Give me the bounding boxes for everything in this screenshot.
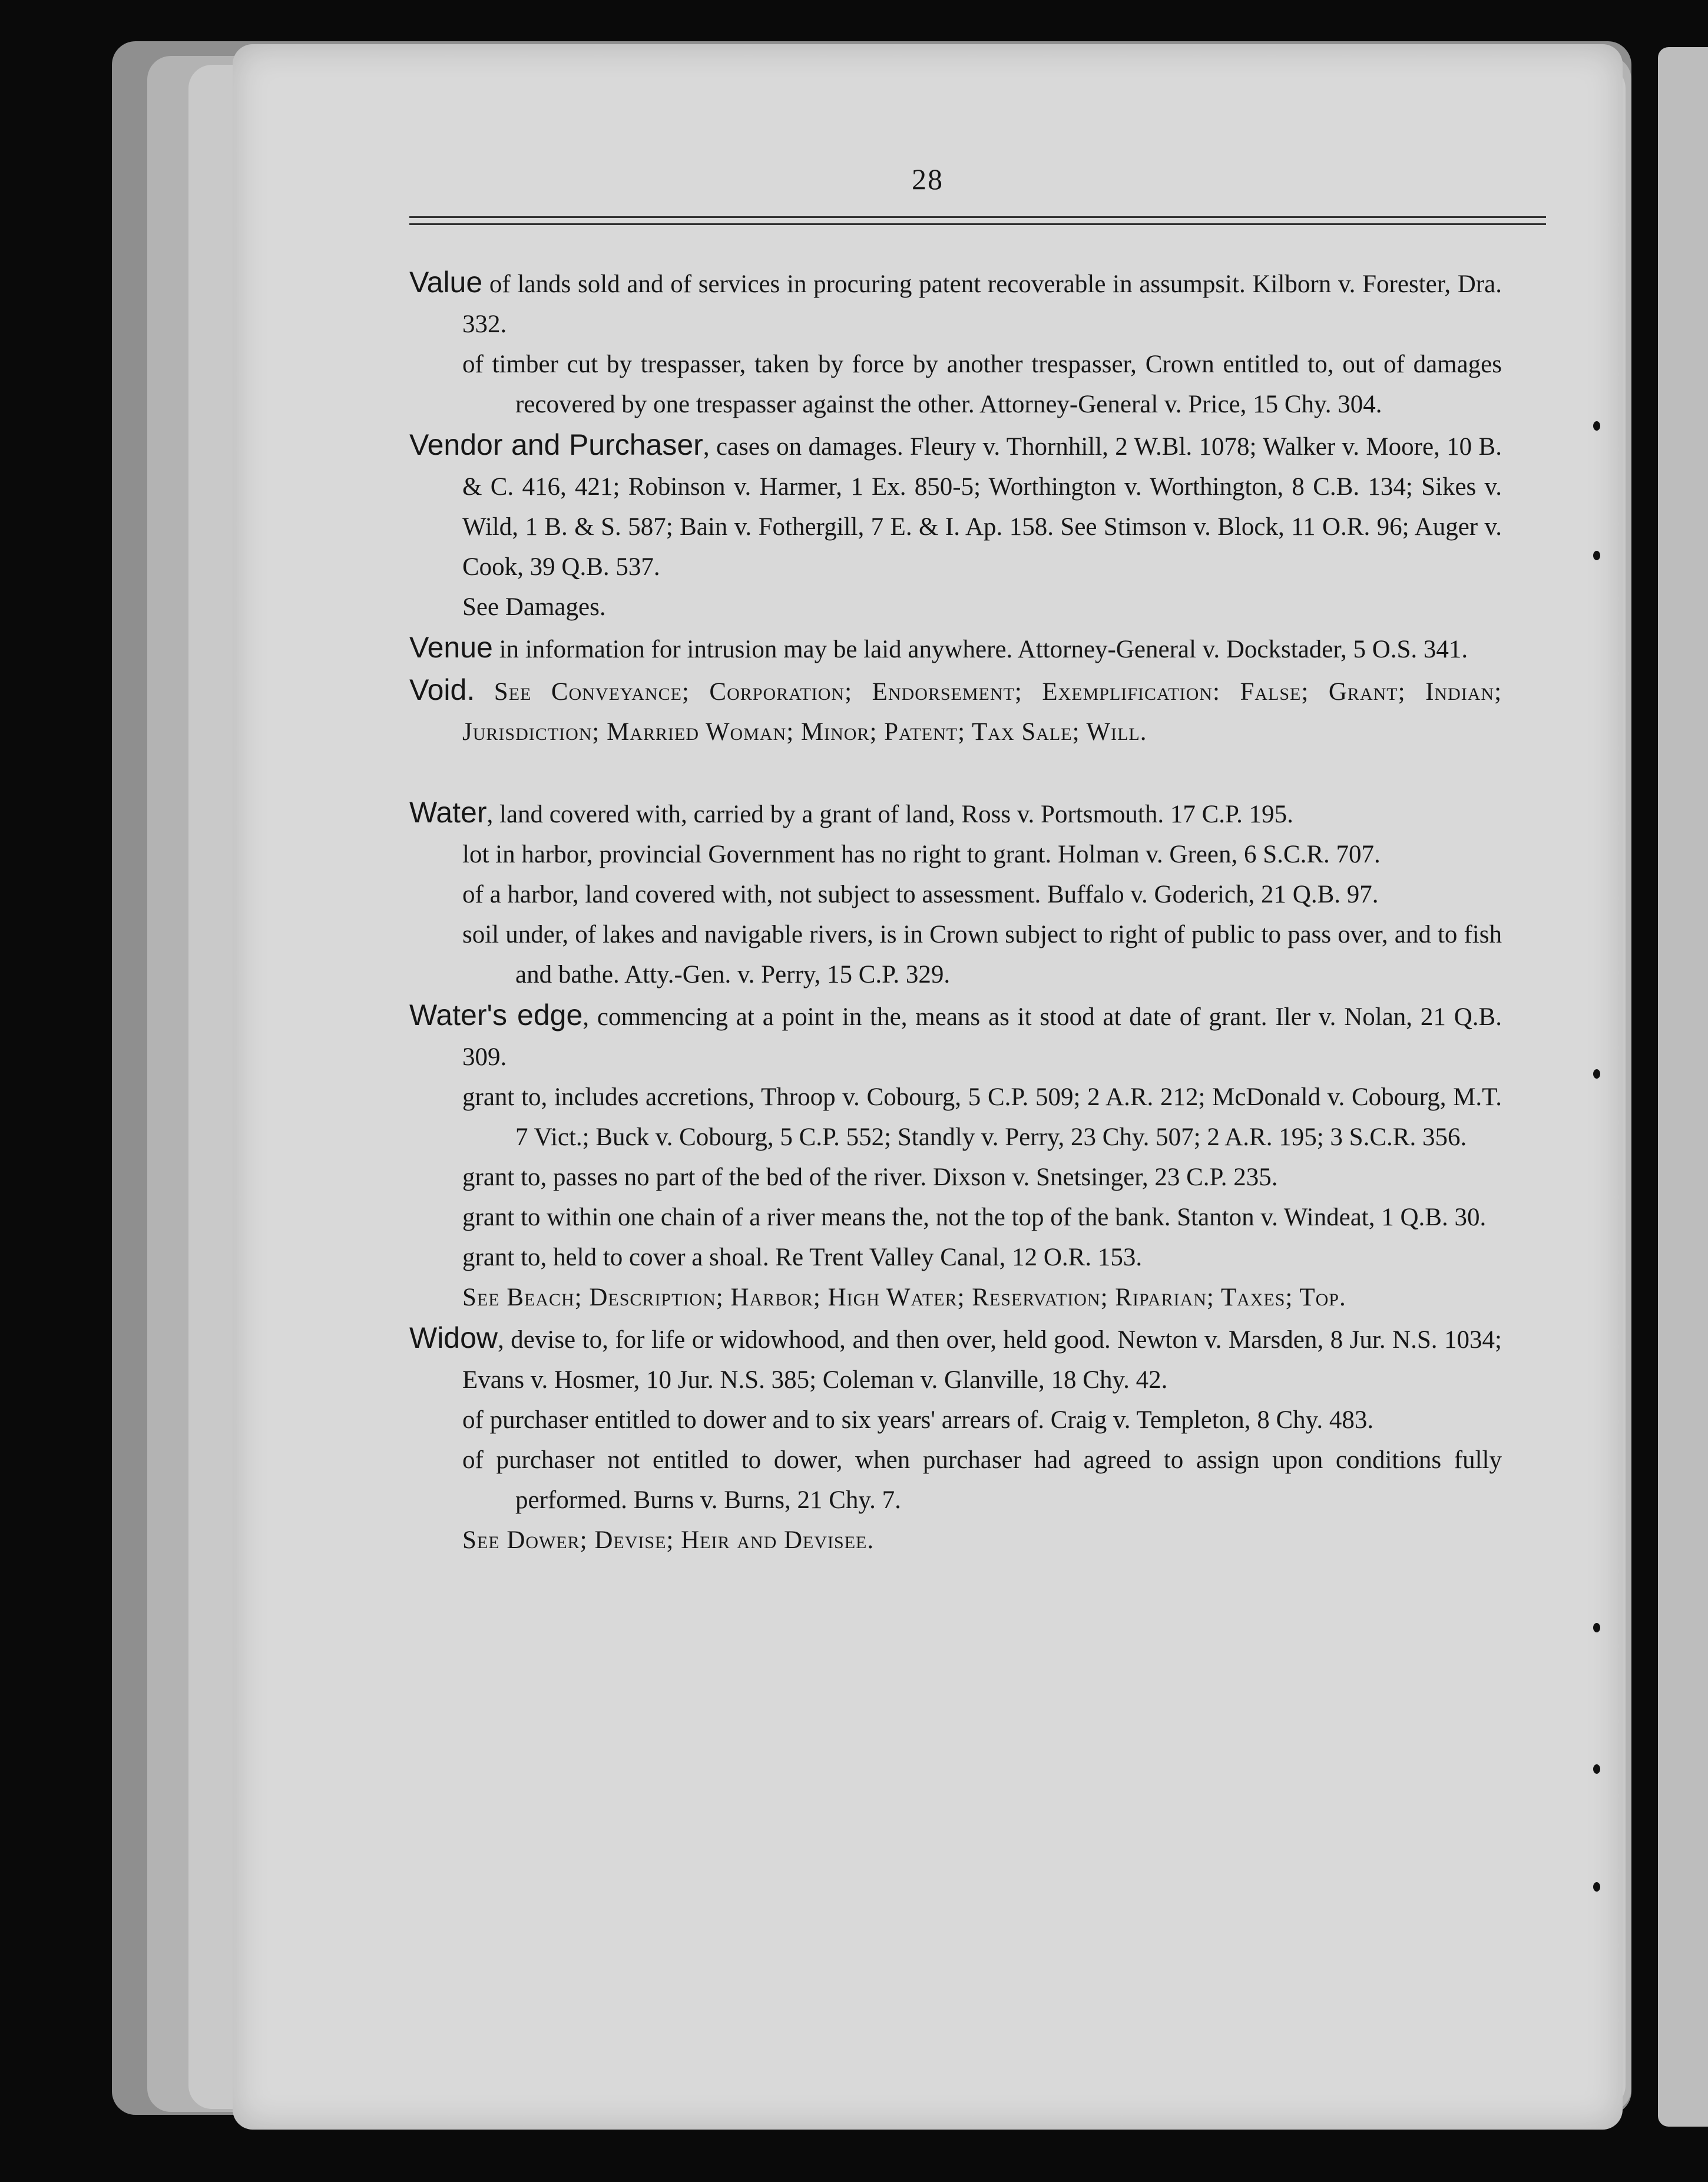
entry-line: grant to, held to cover a shoal. Re Trent Valley Canal, 12 O.R. 153. <box>462 1244 1143 1271</box>
entry-see-also: See Damages. <box>462 593 606 621</box>
header-rule <box>409 223 1546 225</box>
entry-line: grant to, passes no part of the bed of the river. Dixson v. Snetsinger, 23 C.P. 235. <box>462 1163 1278 1191</box>
section-gap <box>409 752 1502 792</box>
entry-line: in information for intrusion may be laid anywhere. Attorney-General v. Dockstader, 5 O.S. 341. <box>499 636 1468 663</box>
entry-see-also: See Beach; Description; Harbor; High Water; Reservation; Riparian; Taxes; Top. <box>462 1284 1346 1311</box>
facing-page-edge <box>1658 47 1708 2127</box>
entry-waters-edge <box>409 995 1502 1318</box>
entry-line: of purchaser entitled to dower and to six years' arrears of. Craig v. Templeton, 8 Chy. 483. <box>462 1406 1374 1434</box>
entry-water <box>409 792 1502 995</box>
document-page <box>233 44 1623 2130</box>
entry-heading: Value <box>409 266 483 299</box>
entry-heading: Vendor and Purchaser <box>409 428 703 461</box>
entry-line: of purchaser not entitled to dower, when purchaser had agreed to assign upon conditions fully performed. Burns v. Burns, 21 Chy. 7. <box>462 1446 1502 1514</box>
entry-see-also: See Dower; Devise; Heir and Devisee. <box>462 1526 875 1554</box>
entry-line: , land covered with, carried by a grant of land, Ross v. Portsmouth. 17 C.P. 195. <box>486 801 1293 828</box>
entry-line: , devise to, for life or widowhood, and then over, held good. Newton v. Marsden, 8 Jur. N.S. 1034; Evans v. Hosmer, 10 Jur. N.S. 385; Coleman v. Glanville, 18 Chy. 42. <box>462 1326 1502 1394</box>
entry-line: , commencing at a point in the, means as it stood at date of grant. Iler v. Nolan, 21 Q.B. 309. <box>462 1003 1502 1071</box>
entry-line: , cases on damages. Fleury v. Thornhill, 2 W.Bl. 1078; Walker v. Moore, 10 B. & C. 416, 421; Robinson v. Harmer, 1 Ex. 850-5; Worthington v. Worthington, 8 C.B. 134; Sikes v. Wild, 1 B. & S. 587; Bain v. Fothergill, 7 E. & I. Ap. 158. See Stimson v. Block, 11 O.R. 96; Auger v. Cook, 39 Q.B. 537. <box>462 433 1502 581</box>
entry-line: grant to, includes accretions, Throop v. Cobourg, 5 C.P. 509; 2 A.R. 212; McDonald v. Cobourg, M.T. 7 Vict.; Buck v. Cobourg, 5 C.P. 552; Standly v. Perry, 23 Chy. 507; 2 A.R. 195; 3 S.C.R. 356. <box>462 1083 1502 1151</box>
entry-heading: Water <box>409 796 487 829</box>
entry-line: of timber cut by trespasser, taken by force by another trespasser, Crown entitled to, out of damages recovered by one trespasser against the other. Attorney-General v. Price, 15 Chy. 304. <box>462 351 1502 418</box>
entry-line: soil under, of lakes and navigable rivers, is in Crown subject to right of public to pass over, and to fish and bathe. Atty.-Gen. v. Perry, 15 C.P. 329. <box>462 921 1502 988</box>
entry-value <box>409 262 1502 425</box>
entry-venue <box>409 627 1502 670</box>
page-number: 28 <box>912 163 944 196</box>
entry-see-also: See Conveyance; Corporation; Endorsement; Exemplification: False; Grant; Indian; Jurisdiction; Married Woman; Minor; Patent; Tax Sale; Will. <box>462 678 1502 746</box>
entry-line: of a harbor, land covered with, not subject to assessment. Buffalo v. Goderich, 21 Q.B. 97. <box>462 881 1379 908</box>
header-rule <box>409 216 1546 218</box>
entry-heading: Water's edge <box>409 999 583 1032</box>
entry-line: of lands sold and of services in procuring patent recoverable in assumpsit. Kilborn v. Forester, Dra. 332. <box>462 270 1502 338</box>
entry-widow <box>409 1318 1502 1561</box>
entry-line: grant to within one chain of a river means the, not the top of the bank. Stanton v. Windeat, 1 Q.B. 30. <box>462 1204 1487 1231</box>
entry-heading: Widow <box>409 1321 498 1354</box>
entry-vendor-and-purchaser <box>409 425 1502 627</box>
index-entries <box>409 262 1502 1561</box>
entry-void <box>409 670 1502 752</box>
entry-line: lot in harbor, provincial Government has no right to grant. Holman v. Green, 6 S.C.R. 707. <box>462 841 1381 868</box>
entry-heading: Void. <box>409 673 475 706</box>
entry-heading: Venue <box>409 631 493 664</box>
